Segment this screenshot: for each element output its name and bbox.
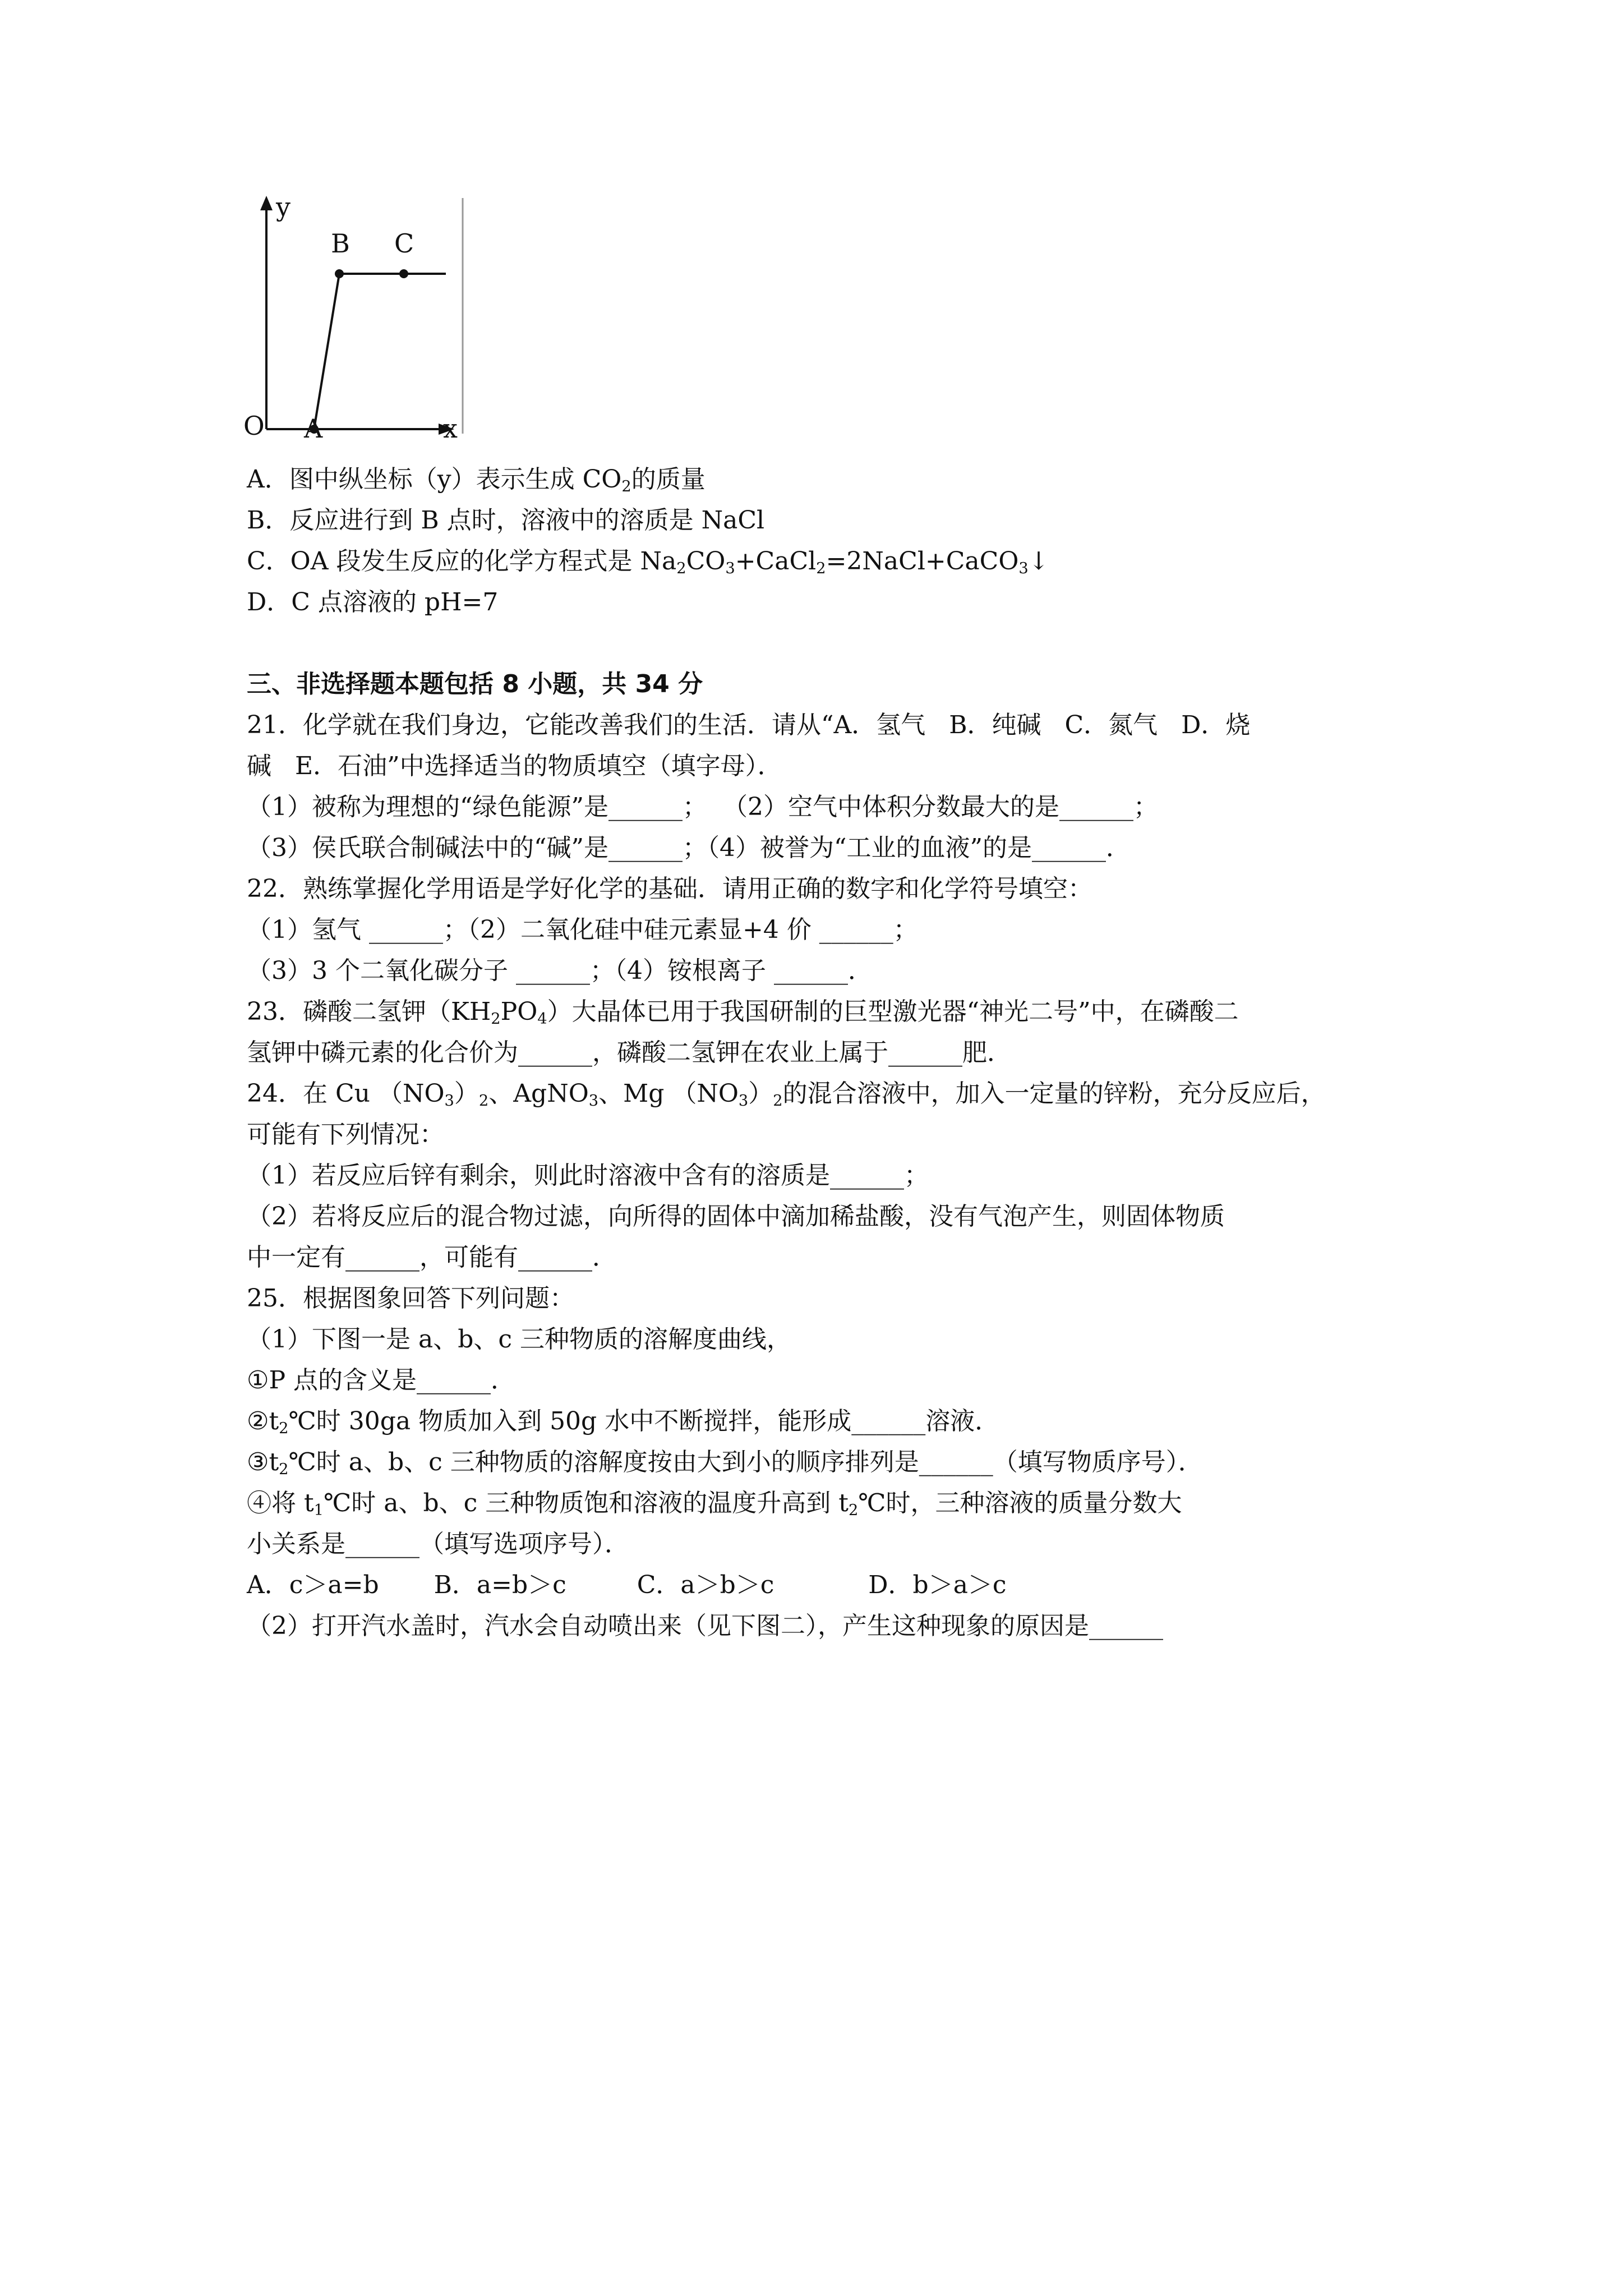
q22-line2: （1）氢气 ______；（2）二氧化硅中硅元素显+4 价 ______； <box>247 915 918 944</box>
option-d: D．C 点溶液的 pH=7 <box>247 588 499 616</box>
q22-line1: 22．熟练掌握化学用语是学好化学的基础．请用正确的数字和化学符号填空： <box>247 875 1092 903</box>
option-a: A．图中纵坐标（y）表示生成 $CO_2$的质量 <box>247 465 706 495</box>
q24-line5: 中一定有______，可能有______． <box>247 1243 617 1272</box>
question-text <box>247 459 1396 1646</box>
point-b <box>335 269 344 278</box>
origin-label: O <box>243 411 265 440</box>
q25-line9: （2）打开汽水盖时，汽水会自动喷出来（见下图二），产生这种现象的原因是______ <box>247 1612 1163 1640</box>
q24-line4: （2）若将反应后的混合物过滤，向所得的固体中滴加稀盐酸，没有气泡产生，则固体物质 <box>247 1202 1225 1231</box>
reaction-graph <box>241 194 477 440</box>
x-axis-label: x <box>443 413 458 440</box>
q25-line6: ④将 $t_1℃$时 a、b、c 三种物质饱和溶液的温度升高到 $t_2℃$时，三种溶液的质量分数大 <box>247 1489 1182 1519</box>
q22-line3: （3）3 个二氧化碳分子 ______；（4）铵根离子 ______． <box>247 956 873 985</box>
point-c-label: C <box>394 228 414 259</box>
q21-line4: （3）侯氏联合制碱法中的“碱”是______；（4）被誉为“工业的血液”的是______． <box>247 834 1131 862</box>
q25-line1: 25．根据图象回答下列问题： <box>247 1284 574 1313</box>
q24-line3: （1）若反应后锌有剩余，则此时溶液中含有的溶质是______； <box>247 1161 929 1190</box>
q23-line2: 氢钾中磷元素的化合价为______，磷酸二氢钾在农业上属于______肥． <box>247 1038 1012 1067</box>
q21-line1: 21．化学就在我们身边，它能改善我们的生活．请从“A．氢气 B．纯碱 C．氮气 D．烧 <box>247 711 1251 739</box>
q25-line2: （1）下图一是 a、b、c 三种物质的溶解度曲线， <box>247 1325 792 1354</box>
point-c <box>399 269 408 278</box>
q23-line1: 23．磷酸二氢钾$(KH_2PO_4)$大晶体已用于我国研制的巨型激光器“神光二号”中，在磷酸二 <box>247 997 1239 1028</box>
q25-line7: 小关系是______（填写选项序号）． <box>247 1530 629 1558</box>
q24-line1: 24．在 Cu $(NO_3)_2$、AgNO$_3$、Mg $(NO_3)_2$的混合溶液中，加入一定量的锌粉，充分反应后， <box>247 1079 1326 1110</box>
q24-line2: 可能有下列情况： <box>247 1120 444 1149</box>
point-a-label: A <box>304 413 323 440</box>
section-title: 三、非选择题本题包括 8 小题，共 34 分 <box>247 670 703 698</box>
q25-line4: $②t_2℃$时 30ga 物质加入到 50g 水中不断搅拌，能形成______溶液． <box>247 1407 1000 1437</box>
y-axis-label: y <box>276 194 291 222</box>
point-b-label: B <box>331 228 350 259</box>
y-axis-arrow <box>260 196 273 210</box>
q25-line8: A．c＞a=b B．a=b＞c C．a＞b＞c D．b＞a＞c <box>247 1571 1007 1599</box>
reaction-curve <box>314 274 446 429</box>
q25-line5: $③t_2℃$时 a、b、c 三种物质的溶解度按由大到小的顺序排列是______（填写物质序号）． <box>247 1448 1203 1478</box>
option-b: B．反应进行到 B 点时，溶液中的溶质是 NaCl <box>247 506 765 535</box>
q21-line3: （1）被称为理想的“绿色能源”是______； （2）空气中体积分数最大的是______； <box>247 793 1158 821</box>
q25-line3: ①P 点的含义是______． <box>247 1366 516 1395</box>
option-c: C．OA 段发生反应的化学方程式是 $Na_2CO_3+CaCl_2=2NaCl+CaCO_3↓$ <box>247 547 1049 577</box>
q21-line2: 碱 E．石油”中选择适当的物质填空（填字母）． <box>247 752 782 780</box>
